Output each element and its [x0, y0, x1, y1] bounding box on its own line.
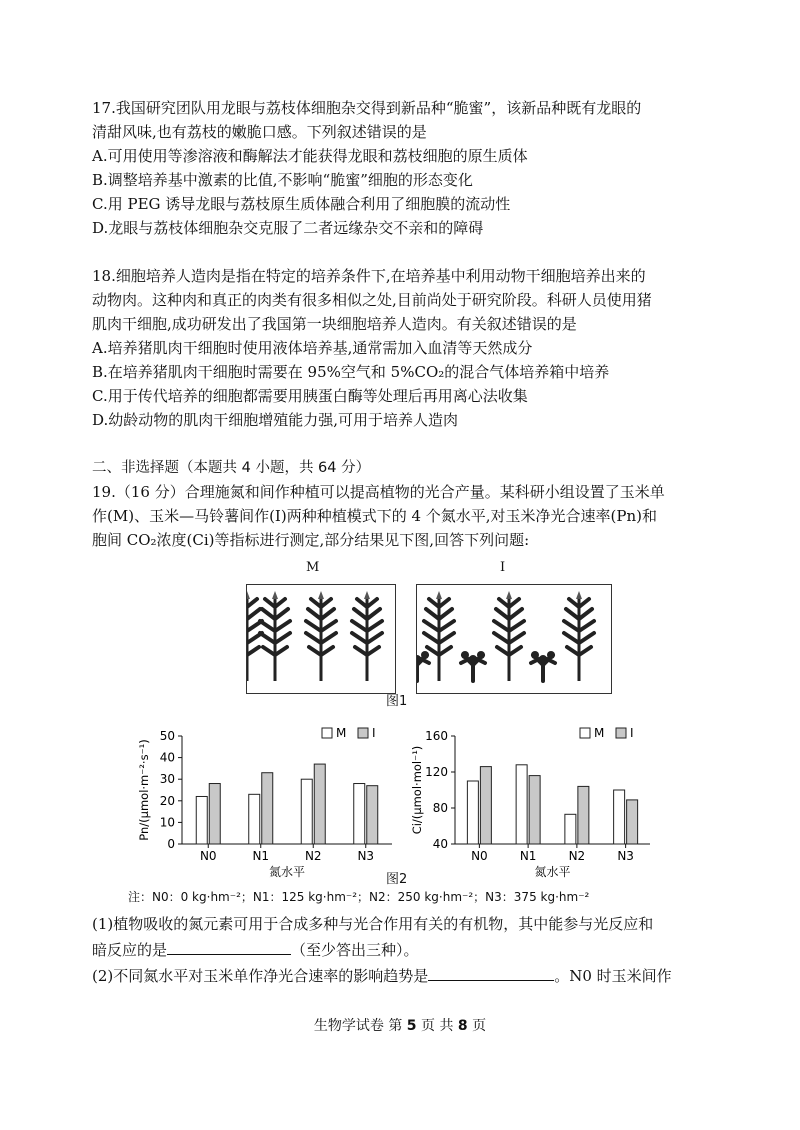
q19-sub2-line: [92, 962, 732, 988]
answer-blank-2[interactable]: [428, 962, 554, 981]
y-tick-label: 10: [159, 815, 175, 830]
q19-sub1-line2: [92, 936, 732, 962]
bar-m-n0: [196, 796, 207, 844]
y-tick-label: 160: [425, 729, 448, 743]
bar-i-n1: [529, 776, 540, 844]
bar-i-n0: [480, 767, 491, 844]
legend-swatch-m: [322, 728, 332, 738]
fig1-label-m: M: [306, 560, 320, 575]
x-tick-label: N3: [357, 849, 375, 863]
x-tick-label: N1: [252, 849, 270, 863]
question-17: [92, 96, 712, 240]
potato-plant-icon: [417, 651, 429, 681]
x-tick-label: N2: [304, 849, 322, 863]
pn-bar-chart: [132, 722, 402, 882]
q17-option-d: D.龙眼与荔枝体细胞杂交克服了二者远缘杂交不亲和的障碍: [92, 219, 484, 237]
bar-m-n3: [614, 790, 625, 844]
intercrop-corn-potato-illustration: [417, 585, 611, 693]
fig2-note: 注：N0：0 kg·hm⁻²；N1：125 kg·hm⁻²；N2：250 kg·hm⁻²；N3：375 kg·hm⁻²: [128, 890, 590, 904]
y-tick-label: 20: [159, 793, 175, 808]
page-footer: [0, 1015, 800, 1035]
q18-option-c: C.用于传代培养的细胞都需要用胰蛋白酶等处理后再用离心法收集: [92, 387, 528, 405]
q18-stem-line3: 肌肉干细胞,成功研发出了我国第一块细胞培养人造肉。有关叙述错误的是: [92, 315, 577, 333]
x-axis-label: 氮水平: [534, 865, 571, 879]
q18-option-b: B.在培养猪肌肉干细胞时需要在 95%空气和 5%CO₂的混合气体培养箱中培养: [92, 363, 610, 381]
answer-blank-1[interactable]: [167, 936, 291, 955]
bar-i-n3: [627, 800, 638, 844]
x-tick-label: N2: [568, 849, 586, 863]
y-tick-label: 120: [425, 765, 448, 779]
y-tick-label: 80: [432, 801, 448, 815]
footer-mid: 页 共: [416, 1018, 458, 1034]
q18-option-d: D.幼龄动物的肌肉干细胞增殖能力强,可用于培养人造肉: [92, 411, 459, 429]
q17-option-b: B.调整培养基中激素的比值,不影响“脆蜜”细胞的形态变化: [92, 171, 473, 189]
bar-i-n3: [367, 786, 378, 844]
question-18: [92, 264, 712, 432]
bar-m-n2: [301, 779, 312, 844]
fig2-caption: 图2: [386, 872, 408, 887]
legend-swatch-i: [616, 728, 626, 738]
x-axis-label: 氮水平: [268, 865, 306, 879]
section-2-title: 二、非选择题（本题共 4 小题，共 64 分）: [92, 460, 371, 476]
y-axis-label: Pn/(μmol·m⁻²·s⁻¹): [137, 739, 151, 841]
bar-m-n1: [249, 794, 260, 844]
footer-prefix: 生物学试卷 第: [313, 1018, 407, 1034]
corn-plant-icon: [247, 591, 262, 681]
q17-option-a: A.可用使用等渗溶液和酶解法才能获得龙眼和荔枝细胞的原生质体: [92, 147, 528, 165]
footer-page-number: 5: [406, 1018, 417, 1034]
q19-sub2-text-a: (2)不同氮水平对玉米单作净光合速率的影响趋势是: [92, 967, 429, 985]
figure-1: [0, 560, 800, 710]
q19-sub2-text-b: 。N0 时玉米间作: [554, 967, 672, 985]
ci-bar-chart: [405, 722, 660, 882]
y-axis-label: Ci/(μmol·mol⁻¹): [410, 745, 424, 835]
legend-label-i: I: [372, 726, 376, 740]
footer-page-total: 8: [457, 1018, 468, 1034]
legend-swatch-i: [358, 728, 368, 738]
monoculture-corn-illustration: [247, 585, 395, 693]
y-tick-label: 50: [159, 729, 175, 743]
q17-option-c: C.用 PEG 诱导龙眼与荔枝原生质体融合利用了细胞膜的流动性: [92, 195, 511, 213]
q19-stem-line3: 胞间 CO₂浓度(Ci)等指标进行测定,部分结果见下图,回答下列问题:: [92, 531, 530, 549]
x-tick-label: N3: [617, 849, 634, 863]
q17-stem-line2: 清甜风味,也有荔枝的嫩脆口感。下列叙述错误的是: [92, 123, 427, 141]
legend-label-m: M: [594, 726, 605, 740]
x-tick-label: N0: [199, 849, 217, 863]
bar-m-n1: [516, 765, 527, 844]
legend-label-m: M: [336, 726, 347, 740]
y-tick-label: 30: [159, 772, 175, 787]
q19-sub1-text-a: 暗反应的是: [92, 941, 168, 959]
bar-m-n0: [467, 781, 478, 844]
bar-i-n2: [314, 764, 325, 844]
q18-stem-line2: 动物肉。这种肉和真正的肉类有很多相似之处,目前尚处于研究阶段。科研人员使用猪: [92, 291, 652, 309]
bar-i-n0: [209, 784, 220, 844]
x-tick-label: N1: [519, 849, 537, 863]
y-tick-label: 40: [159, 750, 175, 765]
q19-stem-line1: 19.（16 分）合理施氮和间作种植可以提高植物的光合产量。某科研小组设置了玉米单: [92, 483, 665, 501]
y-tick-label: 0: [167, 837, 175, 851]
fig1-panel-intercropping: [416, 584, 612, 694]
q19-sub1-line1: (1)植物吸收的氮元素可用于合成多种与光合作用有关的有机物，其中能参与光反应和: [92, 915, 654, 933]
fig1-label-i: I: [500, 560, 506, 575]
fig1-caption: 图1: [386, 694, 408, 709]
bar-i-n2: [578, 786, 589, 844]
q17-stem-line1: 17.我国研究团队用龙眼与荔枝体细胞杂交得到新品种“脆蜜”，该新品种既有龙眼的: [92, 99, 642, 117]
legend-swatch-m: [580, 728, 590, 738]
q19-subquestions: [92, 912, 732, 988]
bar-i-n1: [262, 773, 273, 844]
q18-option-a: A.培养猪肌肉干细胞时使用液体培养基,通常需加入血清等天然成分: [92, 339, 533, 357]
q19-stem-line2: 作(M)、玉米—马铃薯间作(I)两种种植模式下的 4 个氮水平,对玉米净光合速率(Pn)和: [92, 507, 658, 525]
bar-m-n2: [565, 814, 576, 844]
y-tick-label: 40: [432, 837, 448, 851]
section-2: [92, 456, 712, 552]
legend-label-i: I: [630, 726, 634, 740]
bar-m-n3: [354, 784, 365, 844]
footer-suffix: 页: [467, 1018, 487, 1034]
x-tick-label: N0: [471, 849, 488, 863]
fig1-panel-monoculture: [246, 584, 396, 694]
q18-stem-line1: 18.细胞培养人造肉是指在特定的培养条件下,在培养基中利用动物干细胞培养出来的: [92, 267, 646, 285]
q19-sub1-text-b: （至少答出三种）。: [291, 941, 419, 959]
